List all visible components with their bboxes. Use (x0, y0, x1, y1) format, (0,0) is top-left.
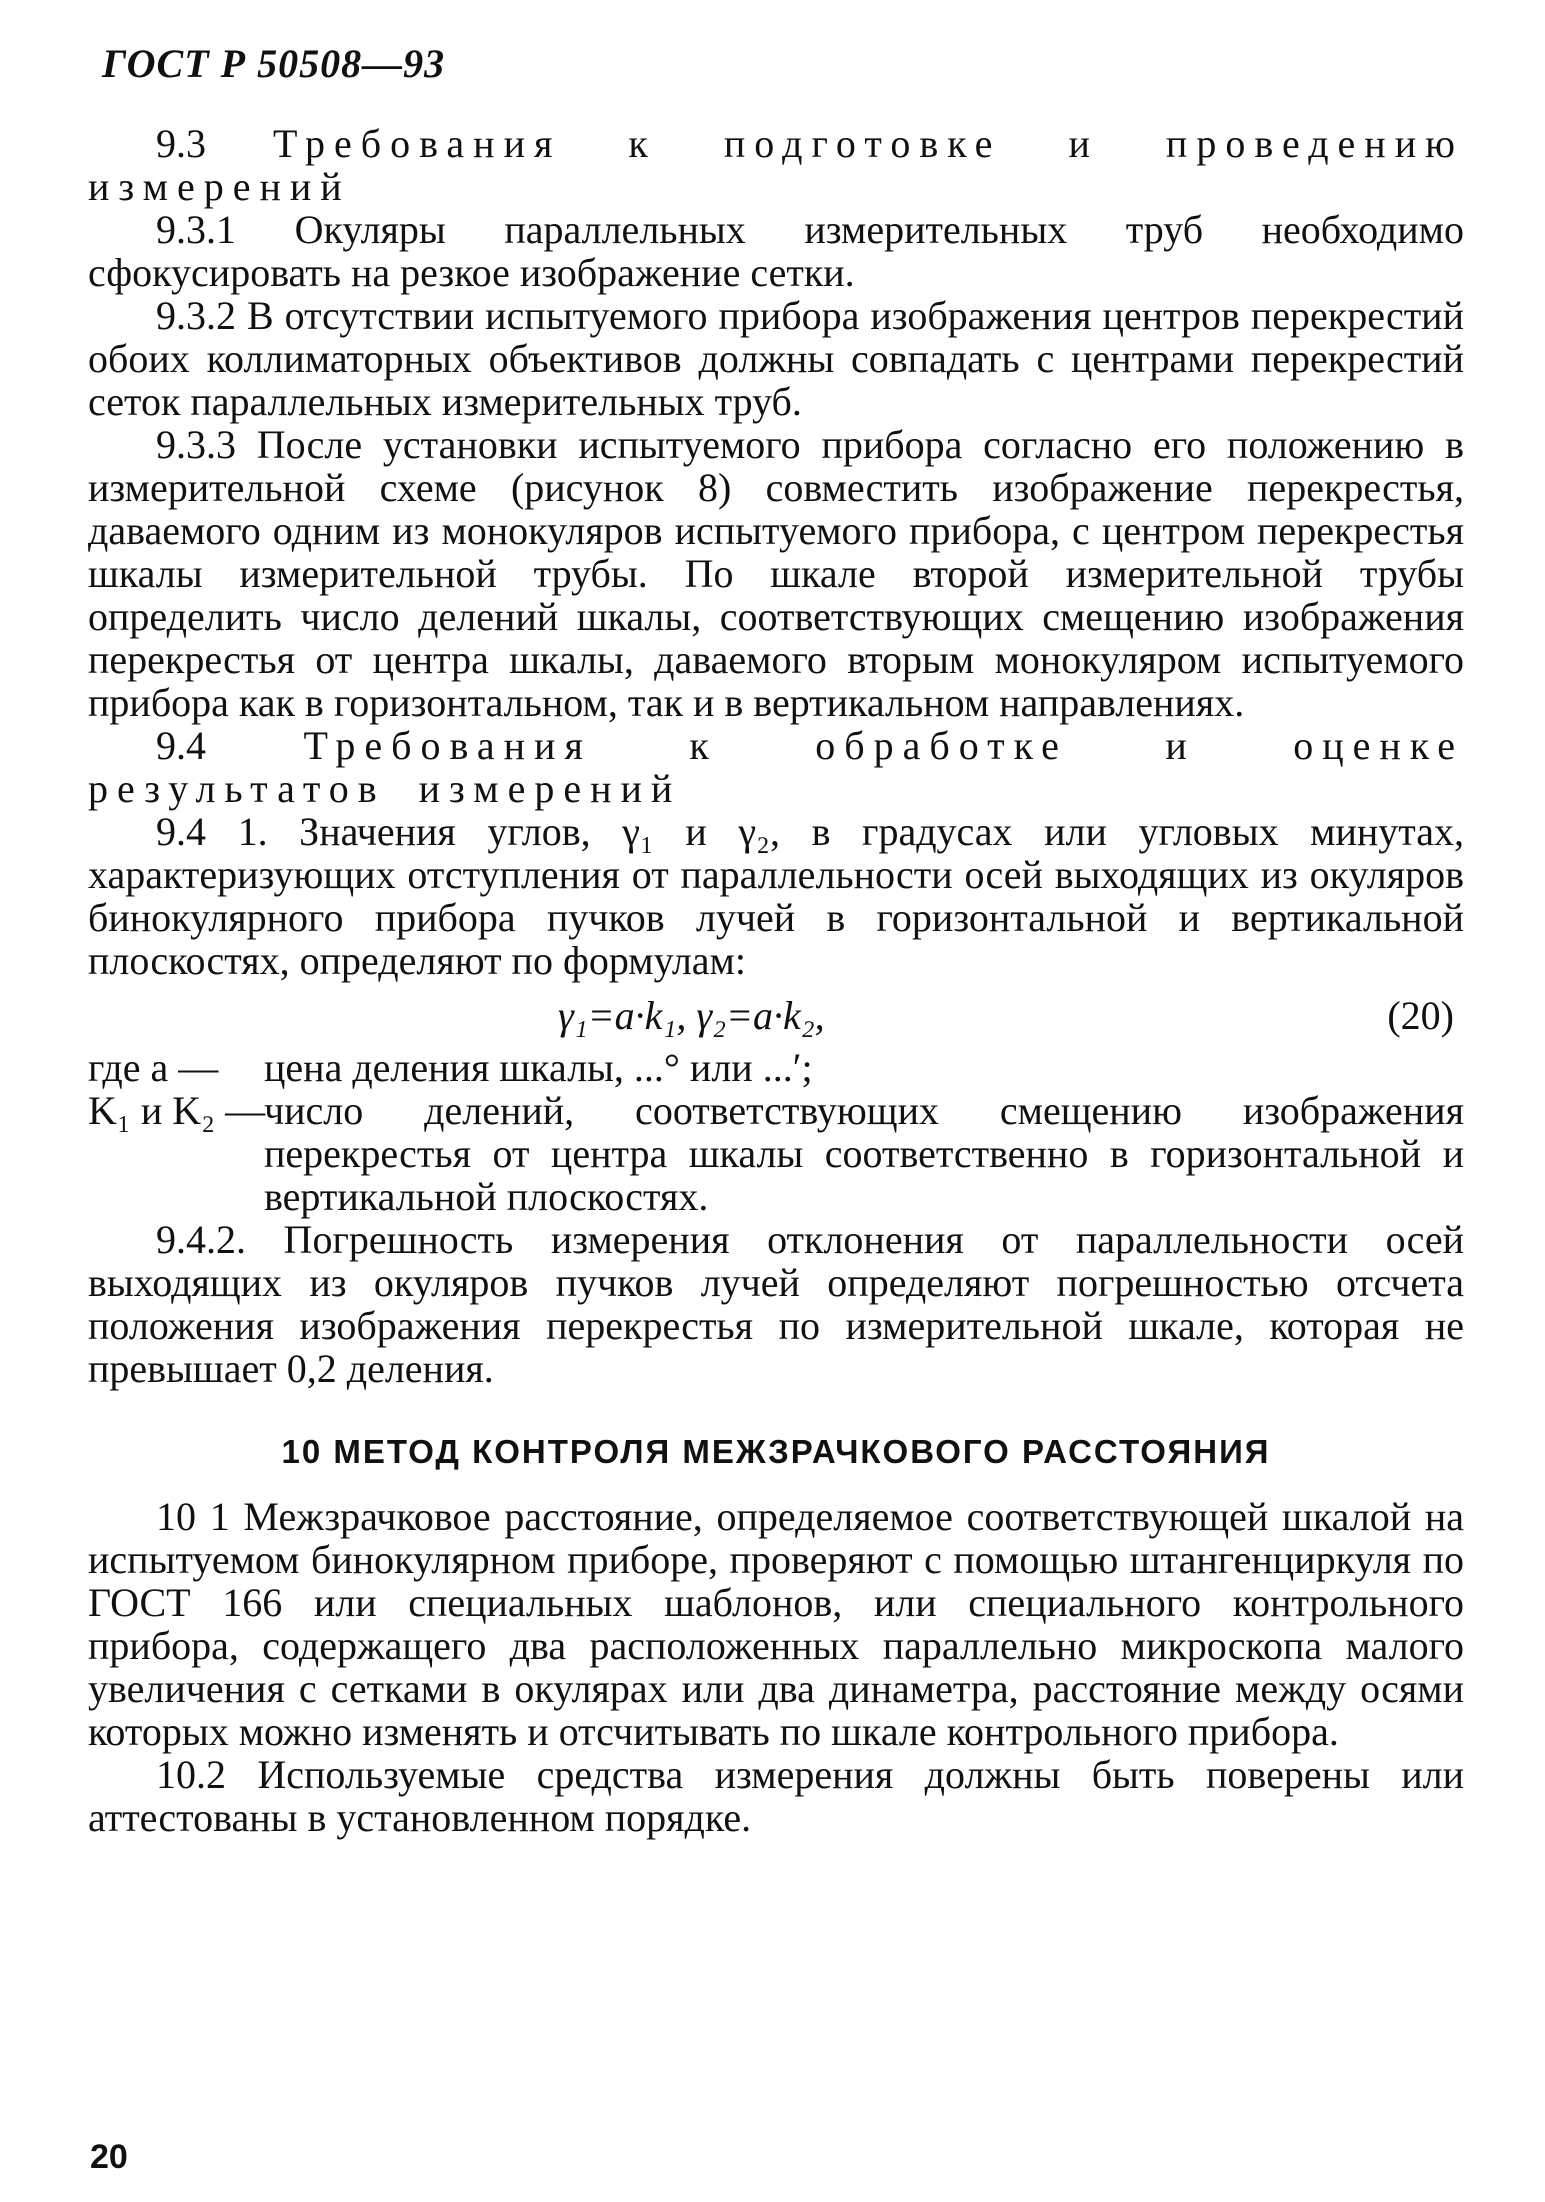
document-header: ГОСТ Р 50508—93 (102, 41, 446, 86)
definition-text: число делений, соответствующих смещению изображения перекрестья от центра шкалы соответственно в горизонтальной и вертикальной плоскостях. (264, 1088, 1464, 1219)
page-number: 20 (90, 2138, 128, 2176)
formula-expression: γ₁=a·k₁, γ₂=a·k₂, (558, 993, 825, 1038)
subsection-heading-9-4 (88, 724, 1464, 810)
subsection-heading-9-3 (88, 122, 1464, 208)
formula-number: (20) (1387, 993, 1454, 1038)
paragraph-9-4-1: 9.4 1. Значения углов, γ₁ и γ₂, в градусах или угловых минутах, характеризующих отступления от параллельности осей выходящих из окуляров бинокулярного прибора пучков лучей в горизонтальной и вертикальной плоскостях, определяют по формулам: (88, 809, 1464, 983)
definition-row (88, 1089, 1464, 1218)
document-body (88, 122, 1464, 1839)
definition-term: K₁ и K₂ — (88, 1088, 266, 1133)
paragraph-9-3-1: 9.3.1 Окуляры параллельных измерительных труб необходимо сфокусировать на резкое изображение сетки. (88, 207, 1464, 295)
subsection-number: 9.3 (156, 121, 206, 166)
definition-text: цена деления шкалы, ...° или ...′; (264, 1045, 813, 1090)
subsection-number: 9.4 (156, 723, 206, 768)
formula-definitions (88, 1046, 1464, 1218)
paragraph-9-4-2: 9.4.2. Погрешность измерения отклонения от параллельности осей выходящих из окуляров пучков лучей определяют погрешностью отсчета положения изображения перекрестья по измерительной шкале, которая не превышает 0,2 деления. (88, 1217, 1464, 1391)
definition-term: где a — (88, 1045, 219, 1090)
subsection-title: Требования к подготовке и проведению измерений (88, 121, 1464, 209)
formula-20 (88, 986, 1464, 1044)
definition-row (88, 1046, 1464, 1089)
paragraph-9-3-3: 9.3.3 После установки испытуемого прибора согласно его положению в измерительной схеме (рисунок 8) совместить изображение перекрестья, даваемого одним из монокуляров испытуемого прибора, с центром перекрестья шкалы измерительной трубы. По шкале второй измерительной трубы определить число делений шкалы, соответствующих смещению изображения перекрестья от центра шкалы, даваемого вторым монокуляром испытуемого прибора как в горизонтальном, так и в вертикальном направлениях. (88, 422, 1464, 725)
subsection-title: Требования к обработке и оценке результатов измерений (88, 723, 1465, 811)
section-heading-10: 10 МЕТОД КОНТРОЛЯ МЕЖЗРАЧКОВОГО РАССТОЯНИЯ (281, 1433, 1271, 1470)
paragraph-10-1: 10 1 Межзрачковое расстояние, определяемое соответствующей шкалой на испытуемом бинокулярном приборе, проверяют с помощью штангенциркуля по ГОСТ 166 или специальных шаблонов, или специального контрольного прибора, содержащего два расположенных параллельно микроскопа малого увеличения с сетками в окулярах или два динаметра, расстояние между осями которых можно изменять и отсчитывать по шкале контрольного прибора. (88, 1494, 1464, 1754)
paragraph-9-3-2: 9.3.2 В отсутствии испытуемого прибора изображения центров перекрестий обоих коллиматорных объективов должны совпадать с центрами перекрестий сеток параллельных измерительных труб. (88, 293, 1464, 424)
paragraph-10-2: 10.2 Используемые средства измерения должны быть поверены или аттестованы в установленном порядке. (88, 1752, 1464, 1840)
